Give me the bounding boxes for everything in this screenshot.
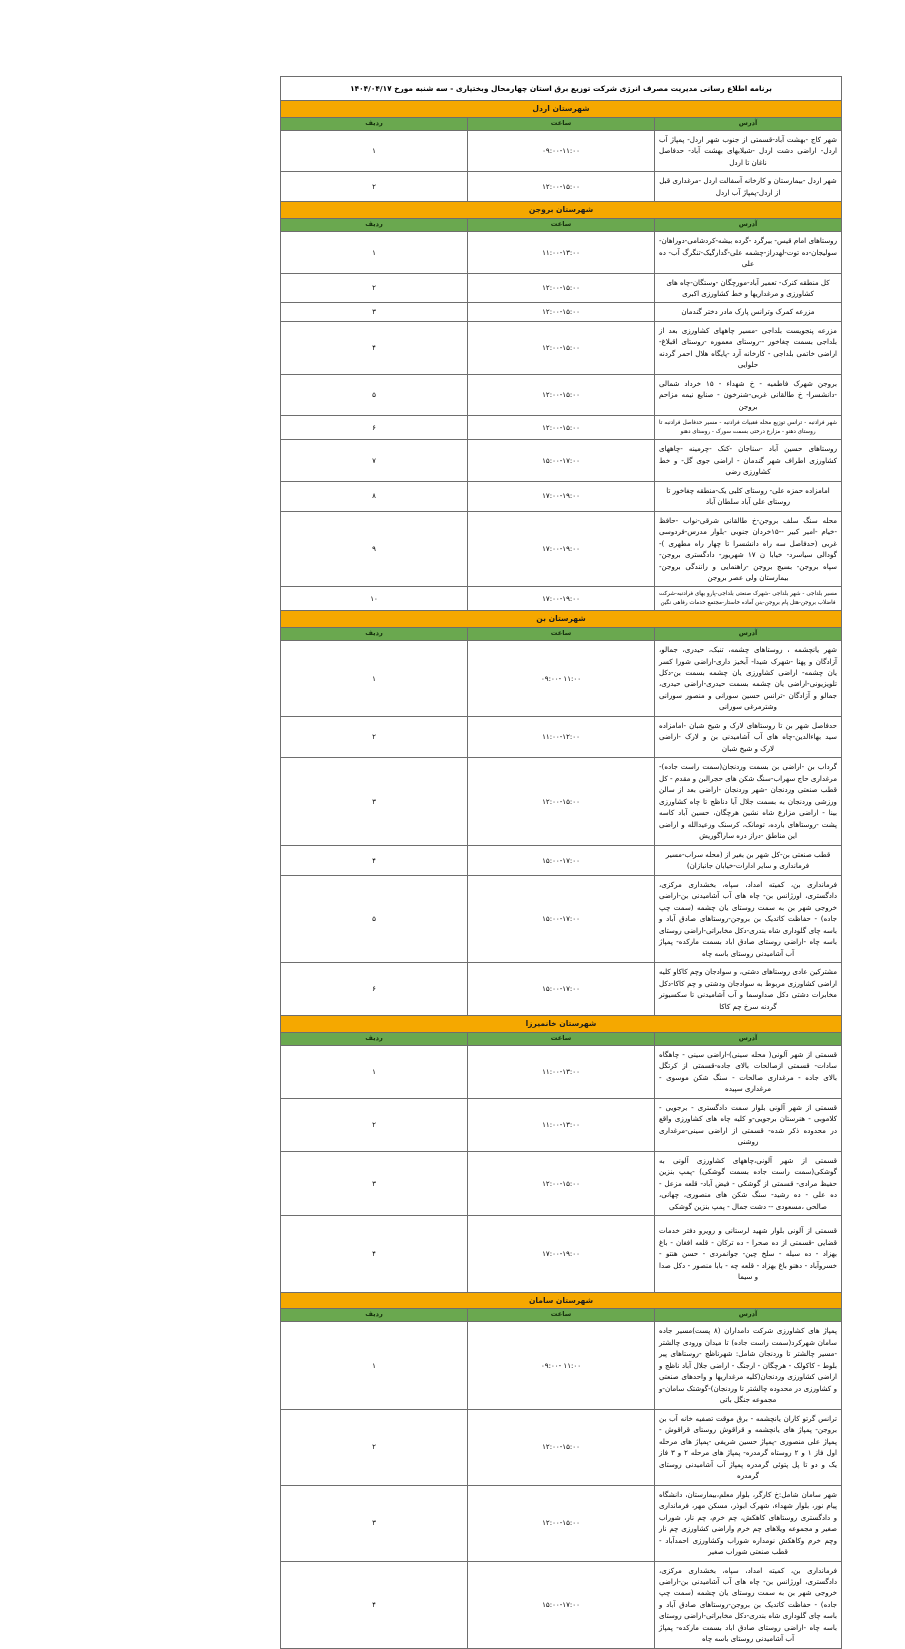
table-row [281, 303, 842, 321]
column-header-time: ساعت [468, 1032, 655, 1045]
cell-address: محله سنگ سلف بروجن-خ طالقانی شرقی-نواب -حافظ -خیام -امیر کبیر --۱۵خردان جنوبی -بلوار مدرس-فردوسی غربی (حدفاصل سه راه دانشسرا تا چهار راه مطهری )-گودالی سیاسرد- خیابا ن ۱۷ شهریور- دادگستری بروجن- سپاه بروجن- بسیج بروجن -راهنمایی و رانندگی بروجن-بیمارستان ولی عصر بروجن [655, 511, 842, 587]
cell-time: ۱۱:۰۰-۱۲:۰۰ [468, 716, 655, 757]
column-header-row [281, 117, 842, 130]
cell-address: قطب صنعتی بن-کل شهر بن بغیر از (محله سراب-مسیر فرمانداری و سایر ادارات-خیابان جانبازان) [655, 845, 842, 875]
cell-time: ۱۲:۰۰-۱۵:۰۰ [468, 172, 655, 202]
column-header-address: آدرس [655, 1309, 842, 1322]
cell-row-number: ۲ [281, 1098, 468, 1151]
cell-row-number: ۱ [281, 1322, 468, 1409]
page-title: برنامه اطلاع رسانی مدیریت مصرف انرژی شرکت توزیع برق استان چهارمحال وبختیاری - سه شنبه مورخ ۱۴۰۴/۰۴/۱۷ [281, 77, 842, 101]
column-header-address: آدرس [655, 117, 842, 130]
cell-time: ۱۵:۰۰-۱۷:۰۰ [468, 875, 655, 962]
cell-time: ۱۵:۰۰-۱۷:۰۰ [468, 845, 655, 875]
cell-address: شهر فرادنبه - ترانس توزیع محله فقبیات فرادنبه - مسیر حدفاصل فرادنبه تا روستای دهنو - مزارع درختی بسمت سورک - روستای دهنو [655, 416, 842, 440]
cell-time: ۱۵:۰۰-۱۷:۰۰ [468, 1561, 655, 1648]
table-row [281, 1216, 842, 1292]
cell-address: بروجن شهرک فاطمیه - خ شهداء - ۱۵ خرداد شمالی -دانشسرا- خ طالقانی غربی-شنرخون - صنایع نیمه مزاحم بروجن [655, 374, 842, 415]
table-row [281, 1322, 842, 1409]
cell-row-number: ۷ [281, 440, 468, 481]
table-row [281, 716, 842, 757]
table-row [281, 587, 842, 611]
document-title-row [281, 77, 842, 101]
cell-address: فرمانداری بن، کمیته امداد، سپاه، بخشداری مرکزی، دادگستری، اورژانس بن- چاه های آب آشامیدنی بن-اراضی خروجی شهر بن به سمت روستای یان چشمه (سمت چپ جاده) - حفاظت کاتدیک بن بروجن-روستاهای صادق آباد و باسه چای گلوداری شاه بندری-دکل مخابراتی-اراضی روستای باسه چاه -اراضی روستای صادق اباد بسمت مارکده- پمپاژ آب آشامیدنی روستای باسه چاه [655, 1561, 842, 1648]
cell-time: ۱۷:۰۰-۱۹:۰۰ [468, 1216, 655, 1292]
cell-row-number: ۹ [281, 511, 468, 587]
county-section-header [281, 101, 842, 118]
cell-row-number: ۶ [281, 963, 468, 1016]
table-row [281, 1561, 842, 1648]
cell-row-number: ۶ [281, 416, 468, 440]
cell-address: شهر کاج -بهشت آباد-قسمتی از جنوب شهر اردل- پمپاژ آب اردل- اراضی دشت اردل -شیلابهای بهشت آباد- حدفاصل ناغان تا اردل [655, 130, 842, 171]
cell-time: ۰۹:۰۰-۱۱:۰۰ [468, 130, 655, 171]
cell-address: فرمانداری بن، کمیته امداد، سپاه، بخشداری مرکزی، دادگستری، اورژانس بن- چاه های آب آشامیدنی بن-اراضی خروجی شهر بن به سمت روستای یان چشمه (سمت چپ جاده) - حفاظت کاتدیک بن بروجن-روستاهای صادق آباد و باسه چای گلوداری شاه بندری-دکل مخابراتی-اراضی روستای باسه چاه -اراضی روستای صادق اباد بسمت مارکده- پمپاژ آب آشامیدنی روستای باسه چاه [655, 875, 842, 962]
cell-row-number: ۱ [281, 130, 468, 171]
column-header-row-number: ردیف [281, 1032, 468, 1045]
table-row [281, 758, 842, 845]
cell-row-number: ۳ [281, 1485, 468, 1561]
county-section-header [281, 1016, 842, 1033]
column-header-time: ساعت [468, 219, 655, 232]
county-section-header [281, 611, 842, 628]
table-row [281, 273, 842, 303]
county-name: شهرستان اردل [281, 101, 842, 118]
column-header-row [281, 1032, 842, 1045]
cell-row-number: ۴ [281, 1561, 468, 1648]
column-header-address: آدرس [655, 1032, 842, 1045]
table-row [281, 1409, 842, 1485]
cell-address: مسیر بلداجی - شهر بلداجی -شهرک صنعتی بلداجی-پارو بهای فرادنبه-شرکت فاضلاب بروجن-هتل پام بروجن-بنن آماده خاستار-مجتمع خدمات رفاهی نگین [655, 587, 842, 611]
cell-row-number: ۴ [281, 845, 468, 875]
cell-time: ۰۹:۰۰- ۱۱:۰۰ [468, 641, 655, 717]
column-header-row-number: ردیف [281, 219, 468, 232]
cell-row-number: ۸ [281, 481, 468, 511]
cell-time: ۱۲:۰۰-۱۵:۰۰ [468, 303, 655, 321]
cell-time: ۱۲:۰۰-۱۵:۰۰ [468, 321, 655, 374]
cell-time: ۱۲:۰۰-۱۵:۰۰ [468, 1485, 655, 1561]
cell-time: ۱۲:۰۰-۱۵:۰۰ [468, 374, 655, 415]
cell-time: ۱۲:۰۰-۱۵:۰۰ [468, 273, 655, 303]
column-header-row-number: ردیف [281, 1309, 468, 1322]
cell-address: روستاهای حسین آباد -سناجان -کنک -چرمینه -چاههای کشاورزی اطراف شهر گندمان - اراضی جوی گل- و خط کشاورزی رضی [655, 440, 842, 481]
cell-time: ۱۵:۰۰-۱۷:۰۰ [468, 440, 655, 481]
cell-time: ۱۷:۰۰-۱۹:۰۰ [468, 587, 655, 611]
cell-time: ۱۱:۰۰-۱۳:۰۰ [468, 232, 655, 273]
column-header-address: آدرس [655, 628, 842, 641]
county-name: شهرستان خانمیرزا [281, 1016, 842, 1033]
cell-address: قسمتی از شهر آلونی بلوار سمت دادگستری - برجویی - کلاموبی - هنرستان برجویی-و کلیه چاه های کشاورزی واقع در محدوده ذکر شده- قسمتی از اراضی سینی-مرغداری روشنی [655, 1098, 842, 1151]
cell-row-number: ۱۰ [281, 587, 468, 611]
cell-row-number: ۱ [281, 232, 468, 273]
column-header-row-number: ردیف [281, 117, 468, 130]
cell-address: مزرعه پنجویست بلداجی -مسیر چاههای کشاورزی بعد از بلداجی بسمت چغاخور --روستای معموره -روستای اقبلاغ- اراضی خاتمی بلداجی - کارخانه آرد -پایگاه هلال احمر گردنه حلوایی [655, 321, 842, 374]
cell-time: ۱۲:۰۰-۱۵:۰۰ [468, 1151, 655, 1215]
cell-address: حدفاصل شهر بن تا روستاهای لارک و شیخ شبان -امامزاده سید بهاءالدین-چاه های آب آشامیدنی بن و لارک -اراضی لارک و شیخ شبان [655, 716, 842, 757]
cell-address: شهر اردل -بیمارستان و کارخانه آسفالت اردل -مرغداری قبل از اردل-پمپاژ آب اردل [655, 172, 842, 202]
cell-address: پمپاژ های کشاورزی شرکت دامداران (۸ پست)مسیر جاده سامان شهرکرد(سمت راست جاده) تا میدان ورودی چالشتر -مسیر چالشتر تا وردنجان شامل: شهرناظج -روستاهای پیر بلوط - کاکولک - هرچگان - ارجنگ - اراضی جلال آباد ناظج و اراضی کشاورزی وردنجان(کلیه مرغداریها و واحدهای صنعتی و کشاورزی در محدوده چالشتر تا وردنجان)-گوشتک سامان-و مجموعه جنگل باتی [655, 1322, 842, 1409]
cell-row-number: ۱ [281, 1045, 468, 1098]
cell-row-number: ۳ [281, 758, 468, 845]
cell-address: قسمتی از آلونی بلوار شهید لرستانی و رویرو دفتر خدمات قضایی -قسمتی از ده صحرا - ده ترکان - قلعه افغان - باغ بهزاد - ده سیله - سلخ چین- جوانمردی - حسن هنتو - خسروآباد - دهنو باغ بهزاد - قلعه چه - بابا منصور - دکل صدا و سیما [655, 1216, 842, 1292]
county-name: شهرستان بروجن [281, 202, 842, 219]
cell-time: ۱۷:۰۰-۱۹:۰۰ [468, 481, 655, 511]
table-row [281, 963, 842, 1016]
cell-row-number: ۳ [281, 1151, 468, 1215]
cell-address: شهر سامان شامل:خ کارگر، بلوار معلم،بیمارستان، دانشگاه پیام نور، بلوار شهداء، شهرک ابوذر، مسکن مهر، فرمانداری و دادگستری روستاهای کاهکش، چم خرم، چم نار، شوراب صغیر و مجموعه ویلاهای چم خرم واراضی کشاورزی چم نار وچم خرم وکاهکش نومداره شوراب وکشاورزی احمدآباد - قطب صنعتی شوراب صغیر [655, 1485, 842, 1561]
cell-address: مشترکین عادی روستاهای دشتی، و سوادجان وچم کاکاو کلیه اراضی کشاورزی مربوط به سوادجان ودشتی و چم کاکا-دکل مخابرات دشتی دکل صداوسما و آب آشامیدنی تا سکسیونر گردنه سرخ چم کاکا [655, 963, 842, 1016]
cell-row-number: ۲ [281, 1409, 468, 1485]
table-row [281, 374, 842, 415]
cell-address: قسمتی از شهر آلونی،چاههای کشاورزی آلونی به گوشکی(سمت راست جاده بسمت گوشکی) -پمپ بنزین حفیظ مرادی- قسمتی از گوشکی - فیض آباد- قلعه مزعل - ده علی - ده رشید- سنگ شکن های منصوری، چهانی، صالحی ،مسعودی -- دشت جمال - پمپ بنزین گوشکی [655, 1151, 842, 1215]
table-row [281, 1098, 842, 1151]
cell-row-number: ۳ [281, 303, 468, 321]
table-row [281, 130, 842, 171]
cell-address: کل منطقه کنرک- تعمیر آباد-مورچگان -وستگان-چاه های کشاورزی و مرغداریها و خط کشاورزی اکبری [655, 273, 842, 303]
cell-time: ۱۱:۰۰-۱۳:۰۰ [468, 1098, 655, 1151]
cell-address: مزرعه کمرک وترانس پارک مادر دختر گندمان [655, 303, 842, 321]
cell-address: شهر یانچشمه ، روستاهای چشمه، تنبک، حیدری، جمالو، آزادگان و پهنا -شهرک شیدا- آبخیز داری-اراضی شورا کسر یان چشمه- اراضی کشاورزی یان چشمه بسمت بن-دکل تلویزیونی-اراضی یان چشمه بسمت حیدری-اراضی حیدری، جمالو و آزادگان -ترانس حسین سورانی و منصور سورانی وشترمرغی سورانی [655, 641, 842, 717]
cell-row-number: ۱ [281, 641, 468, 717]
table-row [281, 416, 842, 440]
cell-time: ۱۲:۰۰-۱۵:۰۰ [468, 1409, 655, 1485]
column-header-row [281, 628, 842, 641]
cell-row-number: ۴ [281, 321, 468, 374]
cell-address: روستاهای امام قیس- بیرگرد -گرده بیشه-کردشامی-دوراهان-سولیجان-ده توت-لهدراز-چشمه علی-گدارگیک-تنگرگ آب- ده علی [655, 232, 842, 273]
table-row [281, 875, 842, 962]
county-section-header [281, 1292, 842, 1309]
cell-address: گرداب بن -اراضی بن بسمت وردنجان(سمت راست جاده)-مرغداری حاج سهراب-سنگ شکن های حجرالبن و مقدم - کل قطب صنعتی وردنجان -شهر وردنجان -اراضی بعد از سالن ورزشی وردنجان به بسمت جلال آبا دناظج تا چاه کشاورزی بینا - اراضی مزارع شاه نشین هرچگان، حسین آباد کاسه پشت -روستاهای بارده، تومانک، کرسنک ورعیدالله و اراضی این مناطق -دراز دره ساراگوریش [655, 758, 842, 845]
cell-address: قسمتی از شهر آلونی( محله سینی)-اراضی سینی - چاهگاه سادات- قسمتی ازصالحات بالای جاده-قسمتی از کرتگل بالای جاده - مرغداری صالحات - سنگ شکن موسوی - مرغداری سپیده [655, 1045, 842, 1098]
table-row [281, 321, 842, 374]
cell-row-number: ۲ [281, 716, 468, 757]
table-row [281, 440, 842, 481]
cell-row-number: ۴ [281, 1216, 468, 1292]
county-name: شهرستان سامان [281, 1292, 842, 1309]
table-row [281, 481, 842, 511]
county-section-header [281, 202, 842, 219]
cell-row-number: ۲ [281, 273, 468, 303]
cell-time: ۱۲:۰۰-۱۵:۰۰ [468, 758, 655, 845]
cell-address: ترانس گرتو کاران یانچشمه - برق موقت تصفیه خانه آب بن بروجن- پمپاژ های یانچشمه و قراقوش روستای قراقوش - پمپاژ علی منصوری -پمپاژ حسین شریفی -پمپاژ های مرحله اول فاز ۱ و ۲ روستاه گرمدره- پمپاژ های مرحله ۲ و ۳ فاز یک و دو تا پل پتوئی گرمدره پمپاژ آب آشامیدنی روستای گرمدره [655, 1409, 842, 1485]
column-header-row [281, 1309, 842, 1322]
table-row [281, 1045, 842, 1098]
table-row [281, 845, 842, 875]
table-row [281, 172, 842, 202]
cell-time: ۰۹:۰۰- ۱۱:۰۰ [468, 1322, 655, 1409]
cell-time: ۱۲:۰۰-۱۵:۰۰ [468, 416, 655, 440]
table-row [281, 1151, 842, 1215]
table-row [281, 232, 842, 273]
cell-time: ۱۱:۰۰-۱۳:۰۰ [468, 1045, 655, 1098]
table-row [281, 511, 842, 587]
outage-schedule-sheet [280, 76, 842, 1649]
cell-time: ۱۵:۰۰-۱۷:۰۰ [468, 963, 655, 1016]
outage-schedule-table [280, 76, 842, 1649]
cell-row-number: ۲ [281, 172, 468, 202]
column-header-row [281, 219, 842, 232]
column-header-address: آدرس [655, 219, 842, 232]
county-name: شهرستان بن [281, 611, 842, 628]
column-header-time: ساعت [468, 1309, 655, 1322]
column-header-time: ساعت [468, 628, 655, 641]
cell-time: ۱۷:۰۰-۱۹:۰۰ [468, 511, 655, 587]
cell-row-number: ۵ [281, 374, 468, 415]
column-header-time: ساعت [468, 117, 655, 130]
cell-row-number: ۵ [281, 875, 468, 962]
column-header-row-number: ردیف [281, 628, 468, 641]
table-row [281, 1485, 842, 1561]
table-row [281, 641, 842, 717]
cell-address: امامزاده حمزه علی- روستای کلبی یک-منطقه چغاخور تا روستای علی آباد سلطان آباد [655, 481, 842, 511]
